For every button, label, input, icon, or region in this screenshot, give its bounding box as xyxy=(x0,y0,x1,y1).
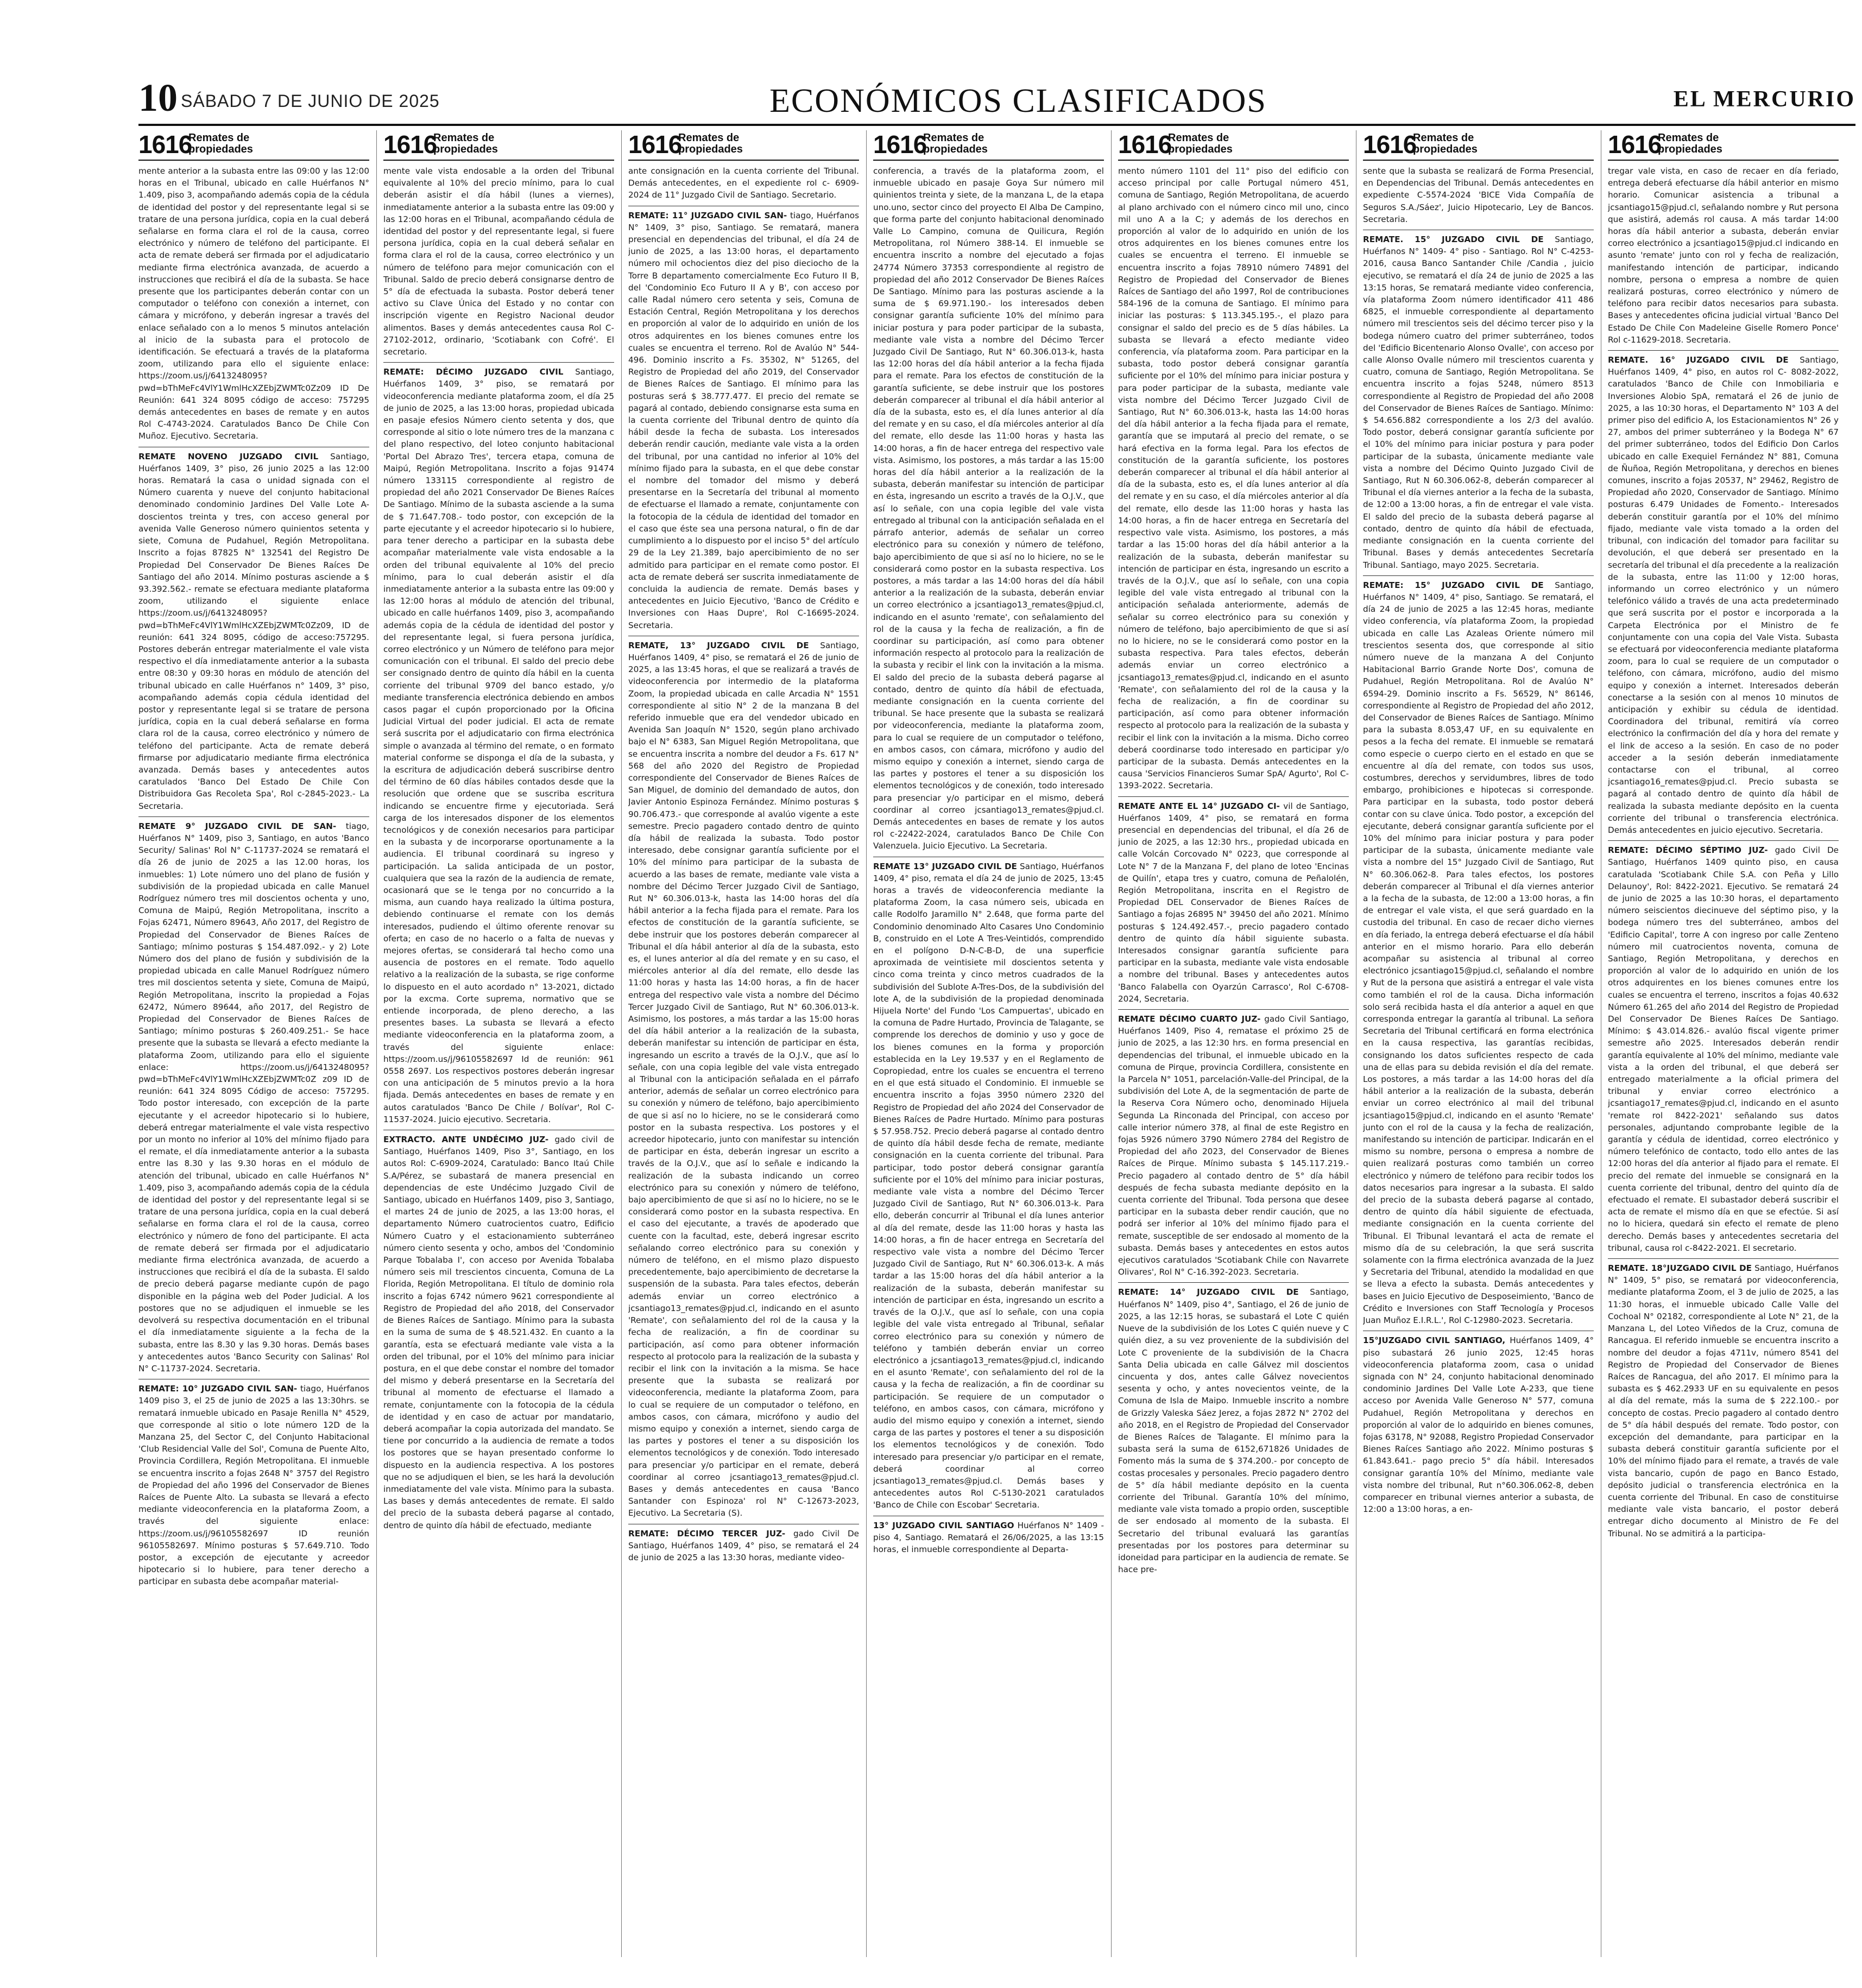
column-divider xyxy=(1111,130,1112,1957)
classified-column-5 xyxy=(1118,129,1349,1959)
category-label xyxy=(1168,132,1233,155)
category-code: 1616 xyxy=(873,130,927,159)
category-label-line2: propiedades xyxy=(923,143,988,155)
classified-ad xyxy=(628,210,859,631)
column-header xyxy=(1608,129,1839,161)
ad-text: Santiago, Huérfanos 1409, 4° piso, se rematará el 26 de junio de 2025, a las 13:45 horas, el que se realizará a través de videoconferencia por intermedio de la plataforma Zoom, la propiedad ubicada en calle Arcadia N° 1551 correspondiente al sitio N° 2 de la manzana B del referido inmueble que era del vendedor ubicado en Avenida San Joaquín N° 1520, según plano archivado bajo el N° 6383, San Miguel Región Metropolitana, que se encuentra inscrita a nombre del deudor a Fs. 617 N° 568 del año 2020 del Registro de Propiedad correspondiente del Conservador de Bienes Raíces de San Miguel, de dominio del demandado de autos, don Javier Antonio Espinoza Fernández. Mínimo posturas $ 90.706.473.- que corresponde al avalúo vigente a este semestre. Precio pagadero contado dentro de quinto día hábil de realizada la subasta. Todo postor interesado, debe consignar garantía suficiente por el 10% del mínimo para participar de la subasta de acuerdo a las bases de remate, mediante vale vista a nombre del Décimo Tercer Juzgado Civil de Santiago, Rut N° 60.306.013-k, hasta las 14:00 horas del día hábil anterior a la fecha fijada para el remate. Para los efectos de constitución de la garantía suficiente, se debe instruir que los postores deberán comparecer al Tribunal el día hábil anterior al día de la subasta, esto es, el lunes anterior al día del remate y en su caso, el miércoles anterior al día del remate, ello desde las 11:00 horas y hasta las 14:00 horas, a fin de hacer entrega del respectivo vale vista a nombre del Décimo Tercer Juzgado Civil de Santiago, Rut N° 60.306.013-k. Asimismo, los postores, a más tardar a las 15:00 horas del día hábil anterior a la realización de la subasta, deberán manifestar su intención de participar en ésta, ingresando un escrito a través de la O.J.V., que así lo señale, con una copia legible del vale vista entregado al Tribunal con la anticipación señalada en el párrafo anterior, además de señalar un correo electrónico para su conexión y número de teléfono, bajo apercibimiento de que si así no lo hiciere, no se le considerará como postor en la subasta respectiva. Los postores y el acreedor hipotecario, junto con manifestar su intención de participar en ésta, deberán ingresar un escrito a través de la O.J.V., que así lo señale e indicando la realización de la subasta indicando un correo electrónico para su conexión y número de teléfono, bajo apercibimiento de que si así no lo hiciere, no se le considerará como postor en la subasta respectiva. En el caso del ejecutante, a través de apoderado que cuente con la facultad, este, deberá ingresar escrito señalando correo electrónico para su conexión y número de teléfono, en el mismo plazo dispuesto precedentemente, bajo apercibimiento de decretarse la suspensión de la subasta. Para tales efectos, deberán además enviar un correo electrónico a jcsantiago13_remates@pjud.cl, indicando en el asunto 'Remate', con señalamiento del rol de la causa y la fecha de realización, a fin de coordinar su participación, así como para obtener información respecto al protocolo para la realización de la subasta y recibir el link con la invitación a la misma. Se hace presente que la subasta se realizará por videoconferencia, mediante la plataforma Zoom, para lo cual se requiere de un computador o teléfono, en ambos casos, con cámara, micrófono y audio del mismo equipo y conexión a internet, siendo carga de las partes y postores el tener a su disposición los elementos tecnológicos y de conexión. Todo interesado para presenciar y/o participar en el remate, deberá coordinar al correo jcsantiago13_remates@pjud.cl. Bases y demás antecedentes en causa 'Banco Santander con Espinoza' rol N° C-12673-2023, Ejecutivo. La Secretaria (S). xyxy=(628,640,859,1518)
category-label-line1: Remates de xyxy=(923,132,984,144)
ad-heading: REMATE: DÉCIMO JUZGADO CIVIL xyxy=(383,367,564,377)
classified-ad xyxy=(138,1383,369,1587)
ad-text: gado Civil Santiago, Huérfanos 1409, Piso 4, rematase el próximo 25 de junio de 2025, a las 12:30 hrs. en forma presencial en dependencias del tribunal, el inmueble ubicado en la comuna de Pirque, provincia Cordillera, consistente en la Parcela N° 1051, parcelación-Valle-del Principal, de la subdivisión del Lote A, de la segmentación de parte de la Reserva Cora Número ocho, denominado Hijuela Segunda La Rinconada del Principal, con acceso por calle interior número 378, al final de este Registro en fojas 5926 número 3790 Número 2784 del Registro de Propiedad del año 2023, del Conservador de Bienes Raíces de Pirque. Mínimo subasta $ 145.117.219.- Precio pagadero al contado dentro de 5° día hábil después de fecha subasta mediante depósito en la cuenta corriente del Tribunal. Toda persona que desee participar en la subasta deber rendir caución, que no podrá ser inferior al 10% del mínimo fijado para el remate, susceptible de ser endosado al momento de la subasta. Demás bases y antecedentes en estos autos ejecutivos caratulados 'Scotiabank Chile con Navarrete Olivares', Rol N° C-16.392-2023. Secretaria. xyxy=(1118,1014,1349,1277)
column-divider xyxy=(866,130,867,1957)
category-label-line2: propiedades xyxy=(678,143,743,155)
ad-separator xyxy=(1608,1258,1839,1259)
ad-text: tiago, Huérfanos N° 1409, 3° piso, Santiago. Se rematará, manera presencial en dependencias del tribunal, el día 24 de junio de 2025, a las 13:00 horas, el departamento número mil ochocientos diez del piso dieciocho de la Torre B departamento comercialmente Eco Futuro II B, del 'Condominio Eco Futuro II A y B', con acceso por calle Radal número cero setenta y seis, Comuna de Estación Central, Región Metropolitana y los derechos en proporción al valor de lo adquirido en unión de los otros adquirentes en los bienes comunes entre los cuales se encuentra el terreno. Rol de Avalúo N° 544-496. Dominio inscrito a Fs. 35302, N° 51265, del Registro de Propiedad del año 2019, del Conservador de Bienes Raíces de Santiago. El mínimo para las posturas será $ 38.777.477. El precio del remate se pagará al contado, debiendo consignarse esta suma en la cuenta corriente del Tribunal dentro de quinto día hábil desde la fecha de subasta. Los interesados deberán rendir caución, mediante vale vista a la orden del tribunal, por una cantidad no inferior al 10% del mínimo fijado para la subasta, en el que debe constar el nombre del tomador del mismo y deberá presentarse en la Secretaría del tribunal al momento de efectuarse el llamado a remate, conjuntamente con la fotocopia de la cédula de identidad del tomador en el caso que éste sea una persona natural, o fin de dar cumplimiento a lo dispuesto por el inciso 5° del artículo 29 de la Ley 21.389, bajo apercibimiento de no ser admitido para participar en el remate como postor. El acta de remate deberá ser suscrita inmediatamente de concluida la audiencia de remate. Demás bases y antecedentes en Juicio Ejecutivo, 'Banco de Crédito e Inversiones con Haas Dupre', Rol C-16695-2024. Secretaria. xyxy=(628,210,859,630)
ad-separator xyxy=(383,362,614,363)
masthead-rule xyxy=(138,124,1855,126)
column-header xyxy=(628,129,859,161)
classified-column-1 xyxy=(138,129,369,1959)
classified-ad xyxy=(1608,1262,1839,1540)
ad-separator xyxy=(138,816,369,817)
ad-text: Santiago, Huérfanos 1409, 3° piso, se rematará por videoconferencia mediante plataforma zoom, el día 25 de junio de 2025, a las 13:00 horas, propiedad ubicada en pasaje efesios Número ciento setenta y dos, que corresponde al sitio o lote número tres de la manzana c del plano respectivo, del loteo conjunto habitacional 'Portal Del Abrazo Tres', tercera etapa, comuna de Maipú, Región Metropolitana. Inscrito a fojas 91474 número 133115 correspondiente al registro de propiedad del año 2021 Conservador De Bienes Raíces De Santiago. Mínimo de la subasta asciende a la suma de $ 71.647.708.- todo postor, con excepción de la parte ejecutante y el acreedor hipotecario si lo hubiere, para tener derecho a participar en la subasta debe acompañar materialmente vale vista endosable a la orden del tribunal equivalente al 10% del precio mínimo, para lo cual deberán asistir el día inmediatamente anterior a la subasta entre las 09:00 y las 12:00 horas al módulo de atención del tribunal, ubicado en calle huérfanos 1409, piso 3, acompañando además copia de la cédula de identidad del postor y del representante legal, si fuera persona jurídica, correo electrónico y un Número de teléfono para mejor comunicación con el tribunal. El saldo del precio debe ser consignado dentro de quinto día hábil en la cuenta corriente del tribunal 9709 del banco estado, y/o mediante transferencia electrónica debiendo en ambos casos pagar el cupón proporcionado por la Oficina Judicial Virtual del poder judicial. El acta de remate será suscrita por el adjudicatario con firma electrónica simple o avanzada al término del remate, o en formato material conforme se disponga el día de la subasta, y la escritura de adjudicación deberá suscribirse dentro del término de 60 días hábiles contados desde que la resolución que ordene que se suscriba escritura indicando se encuentre firme y ejecutoriada. Será carga de los interesados disponer de los elementos tecnológicos y de conexión necesarios para participar en la subasta y de incorporarse oportunamente a la audiencia. El tribunal coordinará su ingreso y participación. La salida anticipada de un postor, cualquiera que sea la razón de la audiencia de remate, ocasionará que se le tenga por no concurrido a la misma, aun cuando haya realizado la última postura, debiendo continuarse el remate con los demás interesados, pudiendo el último oferente renovar su oferta; en caso de no hacerlo o a falta de nuevas y mejores ofertas, se considerará tal hecho como una ausencia de postores en el remate. Todo aquello relativo a la realización de la subasta, se rige conforme lo dispuesto en el auto acordado n° 13-2021, dictado por la excma. Corte suprema, normativo que se entiende incorporada, de pleno derecho, a las presentes bases. La subasta se llevará a efecto mediante videoconferencia en la plataforma zoom, a través del siguiente enlace: https://zoom.us/j/96105582697 Id de reunión: 961 0558 2697. Los respectivos postores deberán ingresar con una anticipación de 5 minutos previo a la hora fijada. Demás antecedentes en bases de remate y en autos caratulados 'Banco De Chile / Bolívar', Rol C-11537-2024. Juicio ejecutivo. Secretaria. xyxy=(383,367,614,1124)
ad-separator xyxy=(1608,840,1839,841)
classified-ad xyxy=(628,165,859,201)
column-header xyxy=(138,129,369,161)
column-body xyxy=(1608,165,1839,1540)
category-label-line2: propiedades xyxy=(1413,143,1478,155)
classified-ad xyxy=(1363,233,1594,571)
column-body xyxy=(138,165,369,1588)
page-number: 10 xyxy=(138,76,178,119)
ad-text: vil de Santiago, Huérfanos 1409, 4° piso, se rematará en forma presencial en dependencias del tribunal, el día 26 de junio de 2025, a las 12:30 hrs., propiedad ubicada en calle Volcán Corcovado N° 0223, que corresponde al Lote N° 7 de la Manzana F, del plano de loteo 'Encinas de Quilín', etapa tres y cuatro, comuna de Peñalolén, Región Metropolitana, inscrita en el Registro de Propiedad DEL Conservador de Bienes Raíces de Santiago a fojas 26895 N° 39450 del año 2021. Mínimo posturas $ 124.492.457.-, precio pagadero contado dentro de quinto día hábil siguiente subasta. Interesados consignar garantía suficiente para participar en la subasta, mediante vale vista endosable a nombre del tribunal. Bases y antecedentes autos 'Banco Falabella con Oyarzún Carrasco', Rol C-6708-2024, Secretaria. xyxy=(1118,801,1349,1004)
classified-ad xyxy=(383,165,614,358)
ad-text: Santiago, Huérfanos N° 1409, piso 4°, Santiago, el 26 de junio de 2025, a las 12:15 horas, se subastará el Lote C quién Nueve de la subdivisión de los Lotes C quién nueve y C quién diez, a su vez proveniente de la subdivisión del Lote C proveniente de la subdivisión de la Chacra Santa Delia ubicada en calle Gálvez mil doscientos cincuenta y dos, antes calle Gálvez novecientos sesenta y ocho, y antes novecientos veinte, de la Comuna de Isla de Maipo. Inmueble inscrito a nombre de Grizzly Valeska Sáez Jerez, a fojas 2872 N° 2702 del año 2018, en el Registro de Propiedad del Conservador de Bienes Raíces de Talagante. El mínimo para la subasta será la suma de 6152,671826 Unidades de Fomento más la suma de $ 374.200.- por concepto de costas procesales y personales. Precio pagadero dentro de 5° día hábil mediante depósito en la cuenta corriente del Tribunal. Garantía 10% del mínimo, mediante vale vista tomado a propio orden, susceptible de ser endosado al momento de la subasta. El Secretario del tribunal evaluará las garantías presentadas por los postores para determinar su idoneidad para participar en la audiencia de remate. Se hace pre- xyxy=(1118,1287,1349,1575)
ad-heading: REMATE: DÉCIMO SÉPTIMO JUZ- xyxy=(1608,845,1768,856)
category-label-line1: Remates de xyxy=(1168,132,1229,144)
column-body xyxy=(1363,165,1594,1515)
classified-ad xyxy=(1118,1286,1349,1575)
category-label xyxy=(1413,132,1478,155)
category-label xyxy=(923,132,988,155)
ad-heading: REMATE: 15° JUZGADO CIVIL DE xyxy=(1363,580,1544,590)
ad-text: mente vale vista endosable a la orden del Tribunal equivalente al 10% del precio mínimo, para lo cual deberán asistir el día hábil (lunes a viernes), inmediatamente anterior a la subasta entre las 09:00 y las 12:00 horas en el Tribunal, acompañando cédula de identidad del postor y del representante legal, si fuere persona jurídica, copia en la cual deberá señalar en forma clara el rol de la causa, correo electrónico y un número de teléfono para mejor comunicación con el Tribunal. Saldo de precio deberá consignarse dentro de 5° día de efectuada la subasta. Postor deberá tener activo su Clave Única del Estado y no contar con inscripción vigente en Registro Nacional deudor alimentos. Bases y demás antecedentes causa Rol C-27102-2012, ordinario, 'Scotiabank con Cofré'. El secretario. xyxy=(383,166,614,357)
category-label-line2: propiedades xyxy=(188,143,253,155)
classified-column-7 xyxy=(1608,129,1839,1959)
ad-heading: REMATE ANTE EL 14° JUZGADO CI- xyxy=(1118,801,1280,811)
ad-heading: 13° JUZGADO CIVIL SANTIAGO xyxy=(873,1520,1014,1530)
category-code: 1616 xyxy=(1118,130,1172,159)
category-label-line2: propiedades xyxy=(433,143,498,155)
classified-column-3 xyxy=(628,129,859,1959)
category-label-line1: Remates de xyxy=(678,132,740,144)
ad-text: mente anterior a la subasta entre las 09:00 y las 12:00 horas en el Tribunal, ubicado en calle Huérfanos N° 1.409, piso 3, acompañando además copia de la cédula de identidad del postor y del representante legal si se tratare de una persona jurídica, copia en la cual deberá señalarse en forma clara el rol de la causa, correo electrónico y número de teléfono del participante. El acta de remate deberá ser firmada por el adjudicatario mediante firma electrónica avanzada, de acuerdo a instrucciones que recibirá el día de la subasta. Se hace presente que los participantes deberán contar con un computador o teléfono con conexión a internet, con cámara y micrófono, y deberán ingresar a través del enlace señalado con a lo menos 5 minutos antelación al inicio de la subasta para el protocolo de identificación. Se efectuará a través de la plataforma zoom, utilizando para ello el siguiente enlace: https://zoom.us/j/6413248095?pwd=bThMeFc4VlY1WmlHcXZEbjZWMTc0Zz09 ID De Reunión: 641 324 8095 código de acceso: 757295 demás antecedentes en bases de remate y en autos Rol C-4743-2024. Caratulados Banco De Chile Con Muñoz. Ejecutivo. Secretaria. xyxy=(138,166,369,441)
masthead xyxy=(138,76,1855,126)
column-header xyxy=(383,129,614,161)
ad-text: gado civil de Santiago, Huérfanos 1409, Piso 3°, Santiago, en los autos Rol: C-6909-2024, Caratulado: Banco Itaú Chile S.A/Pérez, se subastará de manera presencial en dependencias de este Undécimo Juzgado Civil de Santiago, ubicado en Huérfanos 1409, piso 3, Santiago, el martes 24 de junio de 2025, a las 13:00 horas, el departamento Número cuatrocientos cuatro, Edificio Número Cuatro y el estacionamiento subterráneo número ciento sesenta y ocho, ambos del 'Condominio Parque Tobalaba I', con acceso por Avenida Tobalaba número seis mil trescientos cincuenta, Comuna de La Florida, Región Metropolitana. El título de dominio rola inscrito a fojas 6742 número 9621 correspondiente al Registro de Propiedad del año 2018, del Conservador de Bienes Raíces de Santiago. Mínimo para la subasta en la suma de suma de $ 48.521.432. En cuanto a la garantía, esta se efectuará mediante vale vista a la orden del tribunal, por el 10% del mínimo para iniciar postura, en el que debe constar el nombre del tomador del mismo y deberá presentarse en la Secretaría del tribunal al momento de efectuarse el llamado a remate, conjuntamente con la fotocopia de la cédula de identidad y en caso de actuar por mandatario, deberá acompañar la copia autorizada del mandato. Se tiene por concurrido a la audiencia de remate a todos los postores que se hayan presentado conforme lo dispuesto en la audiencia respectiva. A los postores que no se adjudiquen el bien, se les hará la devolución inmediatamente del vale vista. Mínimo para la subasta. Las bases y demás antecedentes de remate. El saldo del precio de la subasta deberá pagarse al contado, dentro de quinto día hábil de efectuado, mediante xyxy=(383,1135,614,1530)
ad-heading: REMATE: 14° JUZGADO CIVIL DE xyxy=(1118,1287,1299,1297)
ad-heading: REMATE, 13° JUZGADO CIVIL DE xyxy=(628,640,809,650)
ad-text: conferencia, a través de la plataforma zoom, el inmueble ubicado en pasaje Goya Sur número mil quinientos treinta y siete, de la manzana L, de la etapa uno.uno, sector cinco del proyecto El Alba De Campino, que forma parte del conjunto habitacional denominado Valle Lo Campino, comuna de Quilicura, Región Metropolitana, rol Número 388-14. El inmueble se encuentra inscrito a nombre del ejecutado a fojas 24774 Número 37353 correspondiente al registro de propiedad del año 2012 Conservador De Bienes Raíces De Santiago. Mínimo para las posturas asciende a la suma de $ 69.971.190.- los interesados deben consignar garantía suficiente 10% del mínimo para iniciar postura y para poder participar de la subasta, mediante vale vista a nombre del Décimo Tercer Juzgado Civil De Santiago, Rut N° 60.306.013-k, hasta las 12:00 horas del día hábil anterior a la fecha fijada para el remate. Para los efectos de constitución de la garantía suficiente, se debe instruir que los postores deberán comparecer al tribunal el día hábil anterior al día de la subasta, esto es, el día lunes anterior al día del remate y en su caso, el día miércoles anterior al día del remate, ello desde las 11:00 horas y hasta las 14:00 horas, a fin de hacer entrega del respectivo vale vista. Asimismo, los postores, a más tardar a las 15:00 horas del día hábil anterior a la realización de la subasta, deberán manifestar su intención de participar en ésta, ingresando un escrito a través de la O.J.V., que así lo señale, con una copia legible del vale vista entregado al tribunal con la anticipación señalada en el párrafo anterior, además de señalar un correo electrónico para su conexión y número de teléfono, bajo apercibimiento de que si así no lo hiciere, no se le considerará como postor en la subasta respectiva. Los postores, a más tardar a las 14:00 horas del día hábil anterior a la realización de la subasta, deberán enviar un correo electrónico a jcsantiago13_remates@pjud.cl, indicando en el asunto 'remate', con señalamiento del rol de la causa y la fecha de realización, a fin de coordinar su participación, así como para obtener información respecto al protocolo para la realización de la subasta y recibir el link con la invitación a la misma. El saldo del precio de la subasta deberá pagarse al contado, dentro de quinto día hábil de efectuada, mediante consignación en la cuenta corriente del tribunal. Se hace presente que la subasta se realizará por videoconferencia, mediante la plataforma zoom, para lo cual se requiere de un computador o teléfono, en ambos casos, con cámara, micrófono y audio del mismo equipo y conexión a internet, siendo carga de las partes y postores el tener a su disposición los elementos tecnológicos y de conexión, todo interesado para presenciar y/o participar en el mismo, deberá coordinar al correo jcsantiago13_remates@pjud.cl. Demás antecedentes en bases de remate y los autos rol c-22422-2024, caratulados Banco De Chile Con Valenzuela. Juicio Ejecutivo. La Secretaria. xyxy=(873,166,1104,851)
column-divider xyxy=(376,130,377,1957)
ad-text: ante consignación en la cuenta corriente del Tribunal. Demás antecedentes, en el expediente rol c- 6909-2024 de 11° Juzgado Civil de Santiago. Secretario. xyxy=(628,166,859,200)
ad-heading: REMATE DÉCIMO CUARTO JUZ- xyxy=(1118,1014,1261,1024)
category-code: 1616 xyxy=(1363,130,1417,159)
ad-heading: REMATE. 16° JUZGADO CIVIL DE xyxy=(1608,355,1789,365)
section-title: ECONÓMICOS CLASIFICADOS xyxy=(769,83,1267,119)
column-divider xyxy=(621,130,622,1957)
column-body xyxy=(873,165,1104,1555)
ad-heading: 15°JUZGADO CIVIL SANTIAGO, xyxy=(1363,1335,1506,1346)
column-body xyxy=(383,165,614,1531)
classified-ad xyxy=(628,1528,859,1564)
category-label-line2: propiedades xyxy=(1658,143,1722,155)
ad-text: Santiago, Huérfanos N° 1409, 4° piso, Santiago. Se rematará, el día 24 de junio de 2025 a las 12:45 horas, mediante video conferencia, vía plataforma Zoom, la propiedad ubicada en calle Las Azaleas Oriente número mil trescientos sesenta dos, que corresponde al sitio número nueve de la manzana A del Conjunto Habitacional Barrio Grande Norte Dos', comuna de Pudahuel, Región Metropolitana. Rol de Avalúo N° 6594-29. Dominio inscrito a Fs. 56529, N° 86146, correspondiente al Registro de Propiedad del año 2012, del Conservador de Bienes Raíces de Santiago. Mínimo para la subasta 8.053,47 UF, en su equivalente en pesos a la fecha del remate. El inmueble se rematará como especie o cuerpo cierto en el estado en que se encuentre al día del remate, con todos sus usos, costumbres, derechos y servidumbres, libres de todo embargo, prohibiciones e hipotecas si corresponde. Para participar en la subasta, todo postor deberá contar con su clave única. Todo postor, a excepción del ejecutante, deberá consignar garantía suficiente por el 10% del mínimo para iniciar postura y para poder participar de la subasta, únicamente mediante vale vista a nombre del 15° Juzgado Civil de Santiago, Rut N° 60.306.062-8. Para tales efectos, los postores deberán comparecer al Tribunal el día viernes anterior a la fecha de la subasta, de 12:00 a 13:00 horas, a fin de entregar el vale vista, el que será guardado en la custodia del tribunal. En caso de recaer dicho viernes en día feriado, la entrega deberá efectuarse el día hábil anterior en el mismo horario. Para ello deberán acompañar su asistencia al tribunal al correo electrónico jcsantiago15@pjud.cl, señalando el nombre y Rut de la persona que asistirá a entregar el vale vista como también el rol de la causa. Dicha información solo será recibida hasta el día anterior a aquel en que corresponda entregar la garantía al tribunal. La señora Secretaria del Tribunal certificará en forma electrónica en la causa respectiva, las garantías recibidas, consignando los datos suficientes respecto de cada una de ellas para su debida revisión el día del remate. Los postores, a más tardar a las 14:00 horas del día hábil anterior a la realización de la subasta, deberán enviar un correo electrónico al mail del tribunal jcsantiago15@pjud.cl, indicando en el asunto 'Remate' junto con el rol de la causa y la fecha de realización, manifestando su intención de participar. Indicarán en el mismo su nombre, persona o empresa a nombre de quien realizará posturas como también un correo electrónico y número de teléfono para recibir todos los datos necesarios para ingresar a la subasta. El saldo del precio de la subasta deberá pagarse al contado, dentro de quinto día hábil siguiente de efectuada, mediante consignación en la cuenta corriente del Tribunal. El Tribunal levantará el acta de remate el mismo día de su celebración, la que será suscrita solamente con la firma electrónica avanzada de la Juez y Secretaria del Tribunal, atendido la modalidad en que se lleva a efecto la subasta. Demás antecedentes y bases en Juicio Ejecutivo de Desposeimiento, 'Banco de Crédito e Inversiones con Staff Tecnología y Procesos Juan Muñoz E.I.R.L.', Rol C-12980-2023. Secretaria. xyxy=(1363,580,1594,1326)
category-label-line1: Remates de xyxy=(433,132,495,144)
category-label xyxy=(1658,132,1722,155)
classified-ad xyxy=(138,451,369,812)
classified-ad xyxy=(873,1520,1104,1556)
classified-ad xyxy=(873,860,1104,1511)
ad-heading: REMATE NOVENO JUZGADO CIVIL xyxy=(138,451,319,461)
category-code: 1616 xyxy=(138,130,192,159)
classified-ad xyxy=(1118,165,1349,792)
classified-ad xyxy=(383,366,614,1125)
classified-ad xyxy=(138,820,369,1375)
ad-separator xyxy=(1118,796,1349,797)
category-label-line1: Remates de xyxy=(1413,132,1474,144)
ad-text: Santiago, Huérfanos 1409, 3° piso, 26 junio 2025 a las 12:00 horas. Rematará la casa o unidad signada con el Número cuarenta y nueve del conjunto habitacional denominado condominio Jardines Del Valle Lote A-doscientos treinta y tres, con acceso general por avenida Valle Generoso número quinientos setenta y siete, Comuna de Pudahuel, Región Metropolitana. Inscrito a fojas 87825 N° 132541 del Registro De Propiedad Del Conservador De Bienes Raíces De Santiago del año 2014. Mínimo posturas asciende a $ 93.392.562.- remate se efectuara mediante plataforma zoom, utilizando el siguiente enlace https://zoom.us/j/6413248095? pwd=bThMeFc4VlY1WmlHcXZEbjZWMTc0Zz09, ID de reunión: 641 324 8095, código de acceso:757295. Postores deberán entregar materialmente el vale vista respectivo el día inmediatamente anterior a la subasta entre 08:30 y 09:30 horas en módulo de atención del tribunal ubicado en calle Huérfanos n° 1409, 3° piso, acompañando además copia cédula identidad del postor y representante legal si se tratare de persona jurídica, copia en la cual deberá señalarse en forma clara rol de la causa, correo electrónico y número de teléfono del participante. Acta de remate deberá firmarse por adjudicatario mediante firma electrónica avanzada. Demás bases y antecedentes autos caratulados 'Banco Del Estado De Chile Con Distribuidora Gas Recoleta Spa', Rol c-2845-2023.- La Secretaria. xyxy=(138,451,369,811)
ad-heading: REMATE. 15° JUZGADO CIVIL DE xyxy=(1363,235,1544,245)
ad-separator xyxy=(1608,350,1839,351)
classified-ad xyxy=(1608,844,1839,1254)
ad-text: tiago, Huérfanos 1409 piso 3, el 25 de junio de 2025 a las 13:30hrs. se rematará inmueble ubicado en Pasaje Renilla N° 4529, que corresponde al sitio o lote número 12D de la Manzana 25, del Sector C, del Conjunto Habitacional 'Club Residencial Valle del Sol', Comuna de Puente Alto, Provincia Cordillera, Región Metropolitana. El inmueble se encuentra inscrito a fojas 2648 N° 3757 del Registro de Propiedad del año 1996 del Conservador de Bienes Raíces de Puente Alto. La subasta se llevará a efecto mediante videoconferencia en la plataforma Zoom, a través del siguiente enlace: https://zoom.us/j/96105582697 ID reunión 96105582697. Mínimo posturas $ 57.649.710. Todo postor, a excepción de ejecutante y acreedor hipotecario si lo hubiere, para tener derecho a participar en subasta debe acompañar material- xyxy=(138,1384,369,1587)
category-code: 1616 xyxy=(383,130,437,159)
category-label xyxy=(188,132,253,155)
ad-text: gado Civil De Santiago, Huérfanos 1409 quinto piso, en causa caratulada 'Scotiabank Chile S.A. con Peña y Lillo Delaunoy', Rol: 8422-2021. Ejecutivo. Se rematará 24 de junio de 2025 a las 10:30 horas, el departamento número seiscientos diecinueve del séptimo piso, y la bodega número tres del subterráneo, ambos del 'Edificio Capital', torre A con ingreso por calle Zenteno número mil cuatrocientos noventa, comuna de Santiago, Región Metropolitana, y derechos en proporción al valor de lo adquirido en unión de los otros adquirentes en los bienes comunes entre los cuales se encuentra el terreno, inscritos a fojas 40.632 Número 61.265 del año 2014 del Registro de Propiedad Del Conservador De Bienes Raíces De Santiago. Mínimo: $ 43.014.826.- avalúo fiscal vigente primer semestre año 2025. Interesados deberán rendir garantía equivalente al 10% del mínimo, mediante vale vista a la orden del tribunal, el que deberá ser entregado materialmente a la oficial primera del tribunal y enviar correo electrónico a jcsantiago17_remates@pjud.cl, indicando en el asunto 'remate rol 8422-2021' señalando sus datos personales, adjuntando comprobante legible de la garantía y cédula de identidad, correo electrónico y número telefónico de contacto, todo ello antes de las 12:00 horas del día anterior al fijado para el remate. El precio del remate del inmueble se consignará en la cuenta corriente del tribunal, dentro del quinto día de efectuado el remate. El subastador deberá suscribir el acta de remate el mismo día en que se efectúe. Si así no lo hiciera, quedará sin efecto el remate de pleno derecho. Demás bases y antecedentes secretaria del tribunal, causa rol c-8422-2021. El secretario. xyxy=(1608,845,1839,1253)
classified-ad xyxy=(1363,165,1594,225)
column-body xyxy=(628,165,859,1563)
classified-column-2 xyxy=(383,129,614,1959)
classified-ad xyxy=(628,640,859,1520)
classified-ad xyxy=(383,1134,614,1531)
ad-heading: REMATE 9° JUZGADO CIVIL DE SAN- xyxy=(138,821,337,831)
ad-text: tregar vale vista, en caso de recaer en día feriado, entrega deberá efectuarse día hábil anterior en mismo horario. Comunicar asistencia a tribunal a jcsantiago15@pjud.cl, señalando nombre y Rut persona que asistirá, además rol causa. A más tardar 14:00 horas día hábil anterior a subasta, deberán enviar correo electrónico a jcsantiago15@pjud.cl indicando en asunto 'remate' junto con rol y fecha de realización, manifestando intención de participar, indicando nombre, persona o empresa a nombre de quien realizará posturas, correo electrónico y número de teléfono para recibir datos necesarios para subasta. Bases y antecedentes oficina judicial virtual 'Banco Del Estado De Chile Con Madeleine Giselle Romero Ponce' Rol c-11629-2018. Secretaria. xyxy=(1608,166,1839,345)
column-body xyxy=(1118,165,1349,1575)
category-code: 1616 xyxy=(1608,130,1662,159)
ad-heading: EXTRACTO. ANTE UNDÉCIMO JUZ- xyxy=(383,1135,549,1145)
category-code: 1616 xyxy=(628,130,682,159)
page-date: SÁBADO 7 DE JUNIO DE 2025 xyxy=(181,91,440,111)
ad-heading: REMATE: 10° JUZGADO CIVIL SAN- xyxy=(138,1384,298,1394)
column-header xyxy=(1118,129,1349,161)
column-header xyxy=(1363,129,1594,161)
classified-column-4 xyxy=(873,129,1104,1959)
category-label xyxy=(678,132,743,155)
ad-text: Santiago, Huérfanos 1409, 4° piso, en autos rol C- 8082-2022, caratulados 'Banco de Chile con Inmobiliaria e Inversiones Alobio SpA, rematará el 26 de junio de 2025, a las 10:30 horas, el Departamento N° 103 A del primer piso del edificio A, los Estacionamientos N° 26 y 27, ambos del primer subterráneo y la Bodega N° 67 del primer subterráneo, todos del Edificio Don Carlos ubicado en calle Exequiel Fernández N° 881, Comuna de Ñuñoa, Región Metropolitana, y derechos en bienes comunes, inscrito a fojas 20537, N° 29462, Registro de Propiedad año 2020, Conservador de Santiago. Mínimo posturas 6.479 Unidades de Fomento.- Interesados deberán constituir garantía por el 10% del mínimo fijado, mediante vale vista tomado a la orden del tribunal, con indicación del tomador para facilitar su devolución, el que deberá ser presentado en la secretaría del tribunal el día precedente a la realización de la subasta, entre las 11:00 y 12:00 horas, informando un correo electrónico y un número telefónico válido a través de una acta predeterminado que será suscrita por el postor e incorporada a la Carpeta Electrónica por el Ministro de fe conjuntamente con una copia del Vale Vista. Subasta se efectuará por videoconferencia mediante plataforma zoom, para lo cual se requiere de un computador o teléfono, con cámara, micrófono, audio del mismo equipo y conexión a internet. Interesados deberán conectarse a la sesión con al menos 10 minutos de anticipación y exhibir su cédula de identidad. Coordinadora del tribunal, remitirá vía correo electrónico la confirmación del día y hora del remate y el link de acceso a la sesión. En caso de no poder acceder a la sesión deberán inmediatamente contactarse con el tribunal, al correo jcsantiago16_remates@pjud.cl. Precio subasta se pagará al contado dentro de quinto día hábil de realizada la subasta mediante depósito en la cuenta corriente del tribunal o transferencia electrónica. Demás antecedentes en juicio ejecutivo. Secretaria. xyxy=(1608,355,1839,835)
category-label-line2: propiedades xyxy=(1168,143,1233,155)
classified-column-6 xyxy=(1363,129,1594,1959)
ad-separator xyxy=(1118,1282,1349,1283)
category-label xyxy=(433,132,498,155)
classified-ad xyxy=(1608,354,1839,836)
column-header xyxy=(873,129,1104,161)
ad-text: Santiago, Huérfanos 1409, 4° piso, remata el día 24 de junio de 2025, 13:45 horas a través de videoconferencia mediante la plataforma Zoom, la casa número seis, ubicada en calle Rodolfo Jaramillo N° 2.648, que forma parte del Condominio denominado Alto Casares Uno Condominio B, construido en el Lote A Tres-Veintidós, comprendido en el polígono D-N-C-B-D, de una superficie aproximada de veintisiete mil doscientos setenta y cinco coma treinta y cinco metros cuadrados de la subdivisión del Sublote A-Tres-Dos, de la subdivisión del lote A, de la subdivisión de la propiedad denominada Hijuela Norte' del Fundo 'Los Campuertas', ubicado en la comuna de Padre Hurtado, Provincia de Talagante, se comprende los derechos de dominio y uso y goce de los bienes comunes en la forma y proporción establecida en la Ley 19.537 y en el Reglamento de Copropiedad, entre los cuales se encuentra el terreno en el que está situado el Condominio. El inmueble se encuentra inscrito a fojas 3950 número 2320 del Registro de Propiedad del año 2024 del Conservador de Bienes Raíces de Padre Hurtado. Mínimo para posturas $ 57.958.752. Precio deberá pagarse al contado dentro de quinto día hábil desde fecha de remate, mediante consignación en la cuenta corriente del tribunal. Para participar, todo postor deberá consignar garantía suficiente por el 10% del mínimo para iniciar posturas, mediante vale vista a nombre del Décimo Tercer Juzgado Civil de Santiago, Rut N° 60.306.013-k. Para ello, deberán concurrir al Tribunal el día lunes anterior al día del remate, desde las 11:00 horas y hasta las 14:00 horas, a fin de hacer entrega en Secretaría del respectivo vale vista a nombre del Décimo Tercer Juzgado Civil de Santiago, Rut N° 60.306.013-k. A más tardar a las 15:00 horas del día hábil anterior a la realización de la subasta, deberán manifestar su intención de participar en ésta, ingresando un escrito a través de la O.J.V., que así lo señale, con una copia legible del vale vista entregado al Tribunal, señalar correo electrónico para su conexión y número de teléfono y también deberán enviar un correo electrónico a jcsantiago13_remates@pjud.cl, indicando en el asunto 'Remate', con señalamiento del rol de la causa y la fecha de realización, a fin de coordinar su participación. Se requiere de un computador o teléfono, en ambos casos, con cámara, micrófono y audio del mismo equipo y conexión a internet, siendo carga de las partes y postores el tener a su disposición los elementos tecnológicos y de conexión. Todo interesado para presenciar y/o participar en el remate, deberá coordinar al correo jcsantiago13_remates@pjud.cl. Demás bases y antecedentes autos Rol C-5130-2021 caratulados 'Banco de Chile con Escobar' Secretaria. xyxy=(873,861,1104,1510)
ad-heading: REMATE: 11° JUZGADO CIVIL SAN- xyxy=(628,210,787,220)
ad-text: Huérfanos 1409, 4° piso subastará 26 junio 2025, 12:45 horas videoconferencia plataforma zoom, casa o unidad signada con N° 24, conjunto habitacional denominado condominio Jardines Del Valle Lote A-233, que tiene acceso por Avenida Valle Generoso N° 577, comuna Pudahuel, Región Metropolitana y derechos en proporción al valor de lo adquirido en bienes comunes, fojas 63178, N° 92088, Registro Propiedad Conservador Bienes Raíces Santiago año 2022. Mínimo posturas $ 61.843.641.- pago precio 5° día hábil. Interesados consignar garantía 10% del Mínimo, mediante vale vista nombre del tribunal, Rut n°60.306.062-8, deben comparecer en tribunal viernes anterior a subasta, de 12:00 a 13:00 horas, a en- xyxy=(1363,1335,1594,1515)
category-label-line1: Remates de xyxy=(1658,132,1719,144)
ad-text: Santiago, Huérfanos N° 1409- 4° piso - Santiago. Rol N° C-4253-2016, causa Banco Santander Chile /Candia , juicio ejecutivo, se rematará el día 24 de junio de 2025 a las 13:15 horas, Se rematará mediante video conferencia, vía plataforma Zoom número identificador 411 486 6825, el inmueble correspondiente al departamento número mil trescientos seis del décimo tercer piso y la bodega número cuatro del primer subterráneo, todos del 'Edificio Bicentenario Alonso Ovalle', con acceso por calle Alonso Ovalle número mil trescientos cuarenta y cuatro, comuna de Santiago, Región Metropolitana. Se encuentra inscrito a fojas 5248, número 8513 correspondiente al Registro de Propiedad del año 2008 del Conservador de Bienes Raíces de Santiago. Mínimo: $ 54.656.882 correspondiente a los 2/3 del avalúo. Todo postor, deberá consignar garantía suficiente por el 10% del mínimo para iniciar postura y para poder participar de la subasta, únicamente mediante vale vista a nombre del Décimo Quinto Juzgado Civil de Santiago, Rut N 60.306.062-8, deberán comparecer al Tribunal el día viernes anterior a la fecha de la subasta, de 12:00 a 13:00 horas, a fin de entregar el vale vista. El saldo del precio de la subasta deberá pagarse al contado, dentro de quinto día hábil de efectuada, mediante consignación en la cuenta corriente del Tribunal. Bases y demás antecedentes Secretaría Tribunal. Santiago, mayo 2025. Secretaria. xyxy=(1363,235,1594,570)
classified-ad xyxy=(1608,165,1839,346)
ad-text: sente que la subasta se realizará de Forma Presencial, en Dependencias del Tribunal. Demás antecedentes en expediente C-5574-2024 'BICE Vida Compañía de Seguros S.A./Sáez', Juicio Hipotecario, Ley de Bancos. Secretaria. xyxy=(1363,166,1594,224)
classified-ad xyxy=(1118,1013,1349,1278)
ad-heading: REMATE. 18°JUZGADO CIVIL DE xyxy=(1608,1263,1752,1274)
ad-separator xyxy=(1363,575,1594,576)
newspaper-brand: EL MERCURIO xyxy=(1673,87,1855,112)
ad-text: mento número 1101 del 11° piso del edificio con acceso principal por calle Portugal número 451, comuna de Santiago, Región Metropolitana, de acuerdo al plano archivado con el número cinco mil uno, cinco mil uno A a la C; y además de los derechos en proporción al valor de lo adquirido en unión de los otros adquirentes en los bienes comunes entre los cuales se encuentra el terreno. El inmueble se encuentra inscrito a fojas 78910 número 74891 del Registro de Propiedad del Conservador de Bienes Raíces de Santiago del año 1997, Rol de contribuciones 584-196 de la comuna de Santiago. El mínimo para iniciar las posturas: $ 113.345.195.-, el plazo para consignar el saldo del precio es de 5 días hábiles. La subasta se llevará a efecto mediante video conferencia, vía plataforma zoom. Para participar en la subasta, todo postor deberá consignar garantía suficiente por el 10% del mínimo para iniciar postura y para poder participar de la subasta, mediante vale vista nombre del Décimo Tercer Juzgado Civil de Santiago, Rut N° 60.306.013-k, hasta las 14:00 horas del día hábil anterior a la fecha fijada para el remate, garantía que se imputará al precio del remate, o se hará efectiva en la forma legal. Para los efectos de constitución de la garantía suficiente, los postores deberán comparecer al tribunal el día hábil anterior al día de la subasta, esto es, el día lunes anterior al día del remate y en su caso, el día miércoles anterior al día del remate, ello desde las 11:00 horas y hasta las 14:00 horas, a fin de hacer entrega en Secretaría del respectivo vale vista. Asimismo, los postores, a más tardar a las 15:00 horas del día hábil anterior a la realización de la subasta, deberán manifestar su intención de participar en ésta, ingresando un escrito a través de la O.J.V., que así lo señale, con una copia legible del vale vista entregado al tribunal con la anticipación señalada anteriormente, además de señalar su correo electrónico para su conexión y número de teléfono, bajo apercibimiento de que si así no lo hiciere, no se le considerará como postor en la subasta respectiva. Para tales efectos, deberán además enviar un correo electrónico a jcsantiago13_remates@pjud.cl, indicando en el asunto 'Remate', con señalamiento del rol de la causa y la fecha de realización, a fin de coordinar su participación, así como para obtener información respecto al protocolo para la realización de la subasta y recibir el link con la invitación a la misma. Dicho correo deberá coordinarse todo interesado en participar y/o participar de la subasta. Demás antecedentes en la causa 'Servicios Financieros Sumar SpA/ Agurto', Rol C-1393-2022. Secretaria. xyxy=(1118,166,1349,791)
ad-text: tiago, Huérfanos N° 1409, piso 3, Santiago, en autos 'Banco Security/ Salinas' Rol N° C-11737-2024 se rematará el día 26 de junio de 2025 a las 12.00 horas, los inmuebles: 1) Lote número uno del plano de fusión y subdivisión de la propiedad ubicada en calle Manuel Rodríguez número tres mil doscientos ochenta y uno, Comuna de Maipú, Región Metropolitana, inscrito a Fojas 62471, Número 89643, Año 2017, del Registro de Propiedad del Conservador de Bienes Raíces de Santiago; mínimo posturas $ 154.487.092.- y 2) Lote Número dos del plano de fusión y subdivisión de la propiedad ubicada en calle Manuel Rodríguez número tres mil doscientos setenta y siete, Comuna de Maipú, Región Metropolitana, inscrito la propiedad a Fojas 62472, Número 89644, año 2017, del Registro de Propiedad del Conservador de Bienes Raíces de Santiago; mínimo posturas $ 260.409.251.- Se hace presente que la subasta se llevará a efecto mediante la plataforma Zoom, utilizando para ello el siguiente enlace: https://zoom.us/j/6413248095?pwd=bThMeFc4VlY1WmlHcXZEbjZWMTc0Z z09 ID de reunión: 641 324 8095 Código de acceso: 757295. Todo postor interesado, con excepción de la parte ejecutante y el acreedor hipotecario si lo hubiere, deberá entregar materialmente el vale vista respectivo por un monto no inferior al 10% del mínimo fijado para el remate, el día inmediatamente anterior a la subasta entre las 8.30 y las 9.30 horas en el módulo de atención del tribunal, ubicado en calle Huérfanos N° 1.409, piso 3, acompañando además copia de la cédula de identidad del postor y del representante legal si se tratare de una persona jurídica, copia en la cual deberá señalarse en forma clara el rol de la causa, correo electrónico y número de fono del participante. El acta de remate deberá ser firmada por el adjudicatario mediante firma electrónica avanzada, de acuerdo a instrucciones que recibirá el día de la subasta. El saldo de precio deberá pagarse mediante cupón de pago disponible en la página web del Poder Judicial. A los postores que no se adjudiquen el inmueble se les devolverá su respectiva documentación en el tribunal el día inmediatamente siguiente a la fecha de la subasta, entre las 8.30 y las 9.30 horas. Demás bases y antecedentes autos 'Banco Security con Salinas' Rol N° C-11737-2024. Secretaria. xyxy=(138,821,369,1373)
classified-ad xyxy=(1363,1334,1594,1515)
category-label-line1: Remates de xyxy=(188,132,250,144)
ad-heading: REMATE 13° JUZGADO CIVIL DE xyxy=(873,861,1017,871)
ad-text: Huérfanos N° 1409 - piso 4, Santiago. Rematará el 26/06/2025, a las 13:15 horas, el inmueble correspondiente al Departa- xyxy=(873,1520,1104,1554)
classified-ad xyxy=(873,165,1104,852)
ad-separator xyxy=(1118,1009,1349,1010)
classified-ad xyxy=(1118,800,1349,1005)
classified-ad xyxy=(138,165,369,442)
ad-heading: REMATE: DÉCIMO TERCER JUZ- xyxy=(628,1528,786,1539)
ad-text: gado Civil De Santiago, Huérfanos 1409, 4° piso, se rematará el 24 de junio de 2025 a las 13:30 horas, mediante video- xyxy=(628,1528,859,1562)
classified-ad xyxy=(1363,579,1594,1327)
ad-text: Santiago, Huérfanos N° 1409, 5° piso, se rematará por videoconferencia, mediante plataforma Zoom, el 3 de julio de 2025, a las 11:30 horas, el inmueble ubicado Calle Valle del Cochoal N° 02182, correspondiente al Lote N° 21, de la Manzana L, del Loteo Viñedos de la Cruz, comuna de Rancagua. El referido inmueble se encuentra inscrito a nombre del deudor a fojas 4711v, número 8541 del Registro de Propiedad del Conservador de Bienes Raíces de Rancagua, del año 2017. El mínimo para la subasta es $ 462.2933 UF en su equivalente en pesos al día del remate, más la suma de $ 222.100.- por concepto de costas. Precio pagadero al contado dentro de 5° día hábil después del remate. Todo postor, con excepción del demandante, para participar en la subasta deberá constituir garantía suficiente por el 10% del mínimo fijado para el remate, a través de vale vista bancario, cupón de pago en Banco Estado, depósito judicial o transferencia electrónica en la cuenta corriente del Tribunal. En caso de constituirse mediante vale vista bancario, el postor deberá entregar dicho documento al Ministro de Fe del Tribunal. No se admitirá a la participa- xyxy=(1608,1263,1839,1539)
